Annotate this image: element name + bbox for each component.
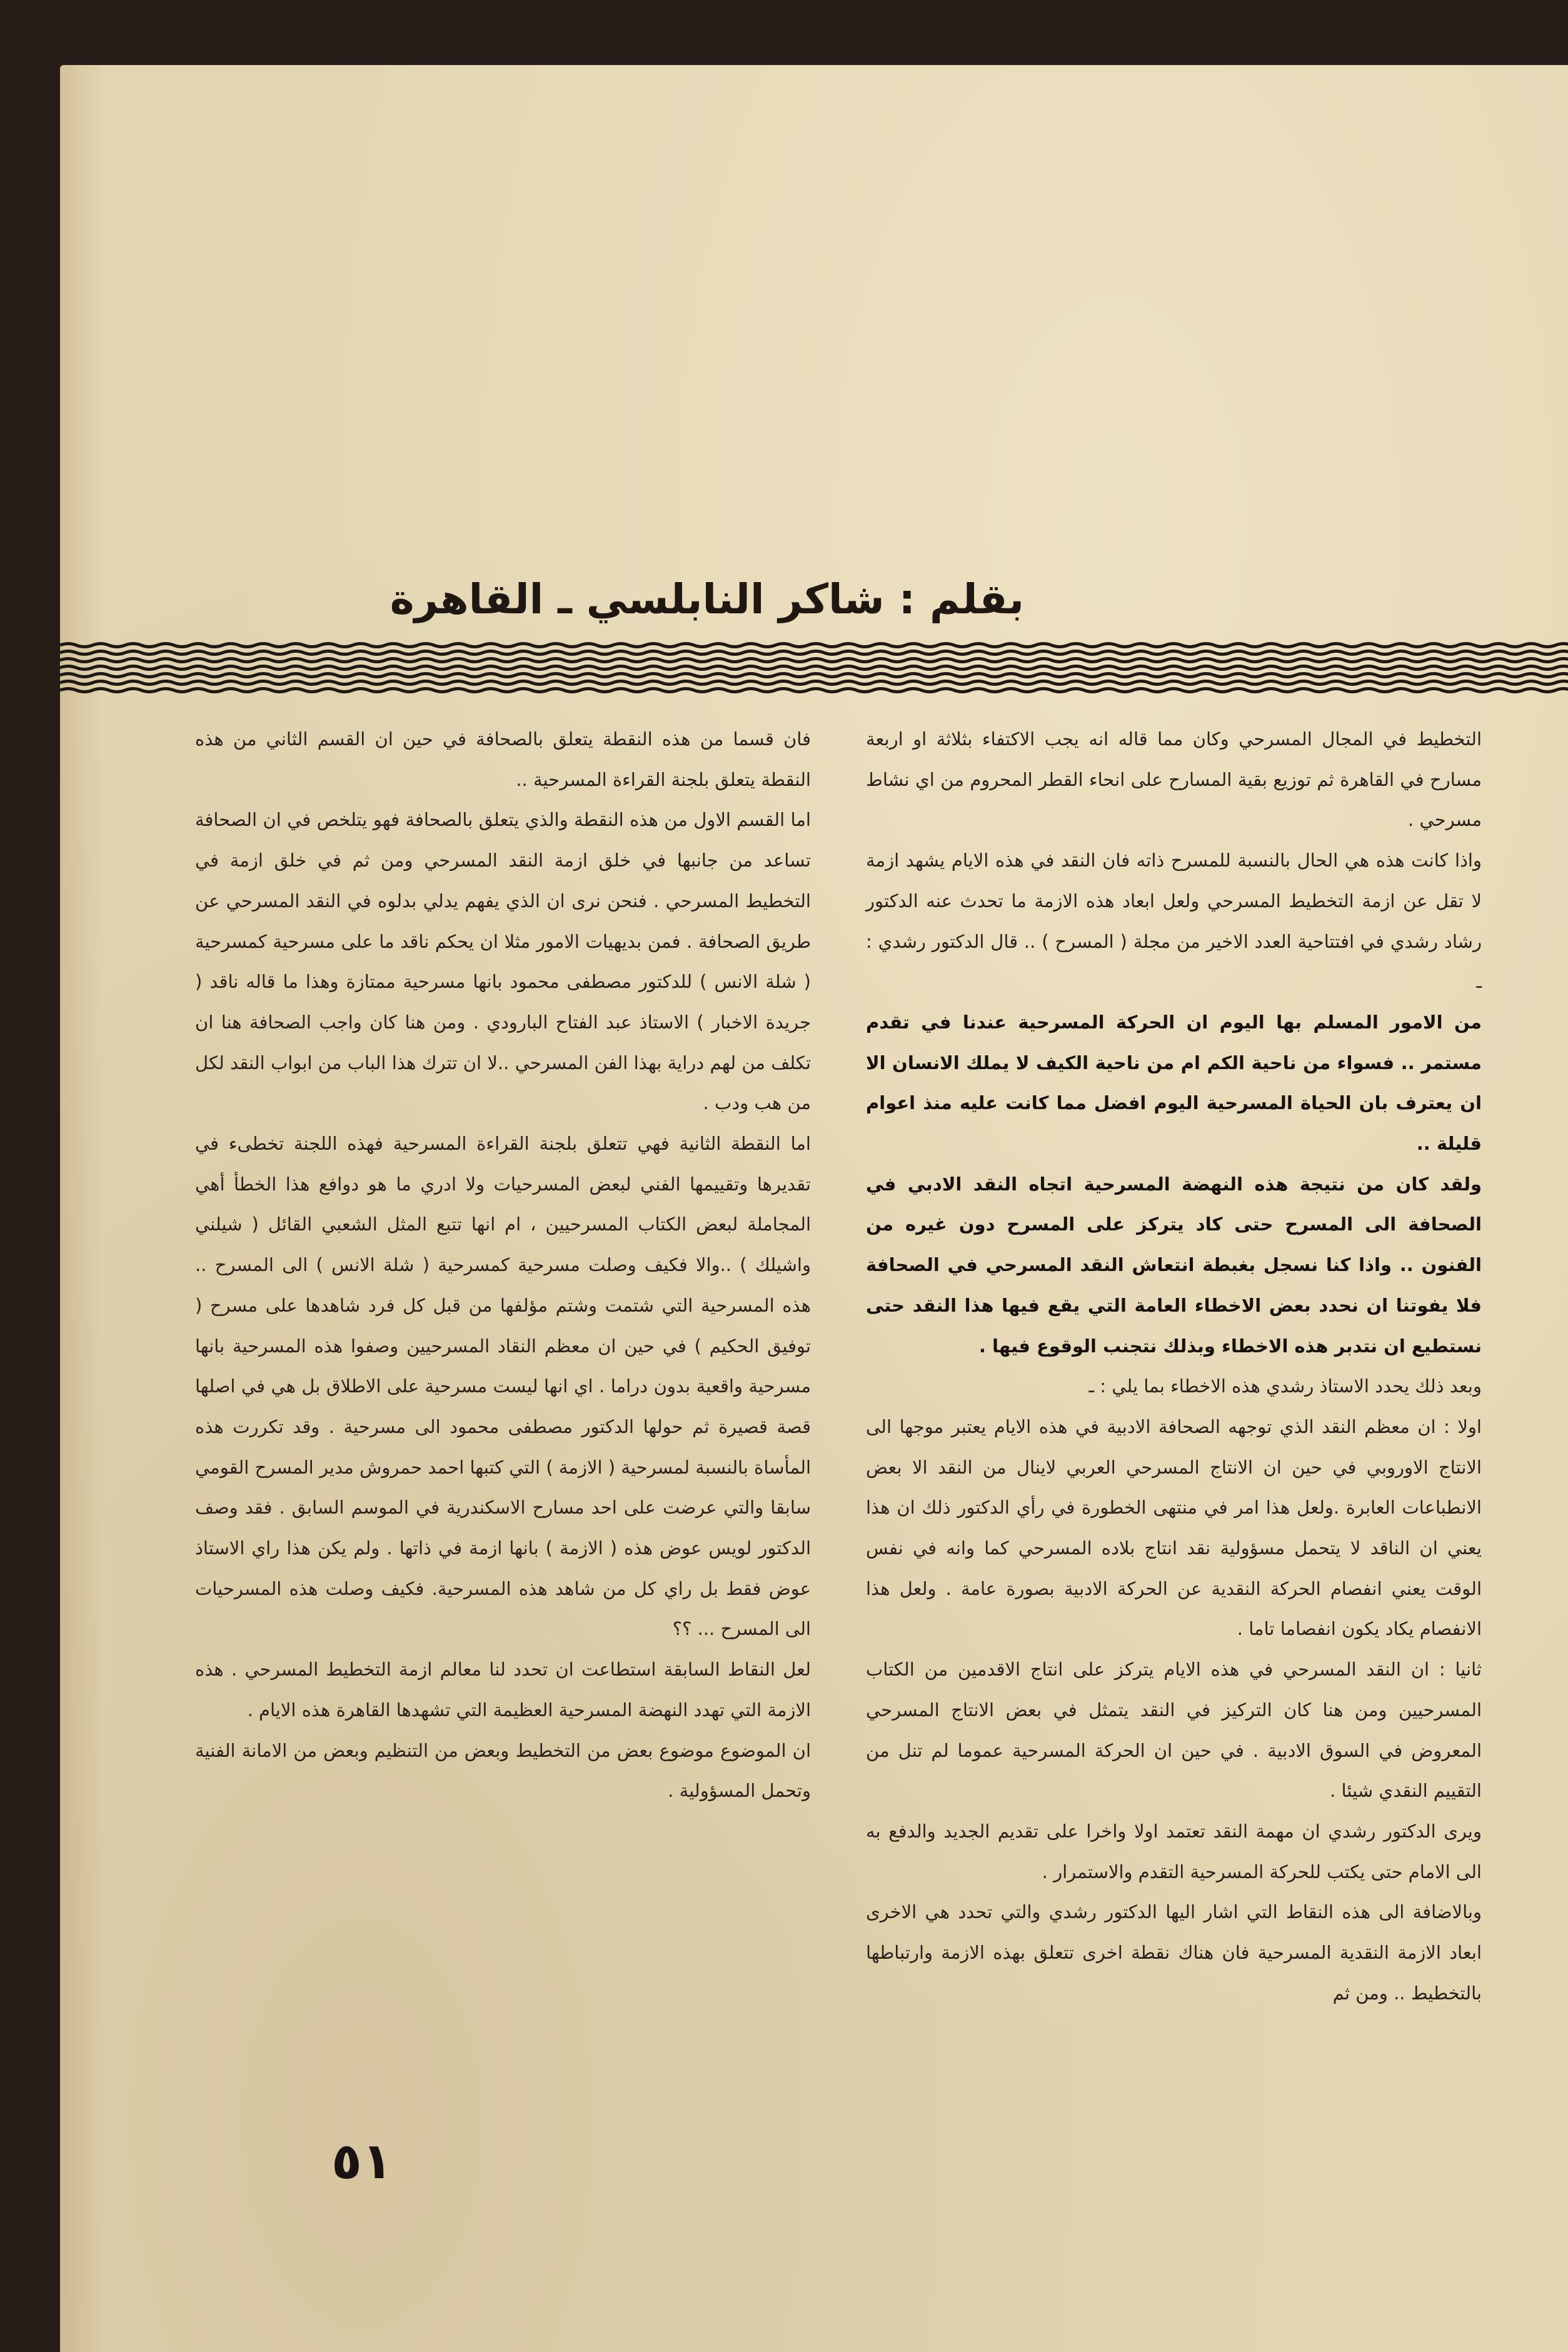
article-right-column	[866, 719, 1482, 2014]
paragraph: اما النقطة الثانية فهي تتعلق بلجنة القراءة المسرحية فهذه اللجنة تخطىء في تقديرها وتقييمها الفني لبعض المسرحيات ولا ادري ما هو دوافع هذا الخطأ أهي المجاملة لبعض الكتاب المسرحيين ، ام انها تتبع المثل الشعبي القائل ( شيلني واشيلك ) ..والا فكيف وصلت مسرحية كمسرحية ( شلة الانس ) الى المسرح .. هذه المسرحية التي شتمت وشتم مؤلفها من قبل كل فرد شاهدها على مسرح ( توفيق الحكيم ) في حين ان معظم النقاد المسرحيين وصفوا هذه المسرحية بانها مسرحية واقعية بدون دراما . اي انها ليست مسرحية على الاطلاق بل هي في اصلها قصة قصيرة ثم حولها الدكتور مصطفى محمود الى مسرحية . وقد تكررت هذه المأساة بالنسبة لمسرحية ( الازمة ) التي كتبها احمد حمروش مدير المسرح القومي سابقا والتي عرضت على احد مسارح الاسكندرية في الموسم السابق . فقد وصف الدكتور لويس عوض هذه ( الازمة ) بانها ازمة في ذاتها . ولم يكن هذا راي الاستاذ عوض فقط بل راي كل من شاهد هذه المسرحية. فكيف وصلت هذه المسرحيات الى المسرح ... ؟؟	[195, 1133, 811, 1640]
paragraph: لعل النقاط السابقة استطاعت ان تحدد لنا معالم ازمة التخطيط المسرحي . هذه الازمة التي تهدد النهضة المسرحية العظيمة التي تشهدها القاهرة هذه الايام .	[195, 1659, 811, 1721]
paragraph: ثانيا : ان النقد المسرحي في هذه الايام يتركز على انتاج الاقدمين من الكتاب المسرحيين ومن هنا كان التركيز في النقد يتمثل في بعض الانتاج المسرحي المعروض في السوق الادبية . في حين ان الحركة المسرحية عموما لم تنل من التقييم النقدي شيئا .	[866, 1659, 1482, 1802]
paragraph-quote: من الامور المسلم بها اليوم ان الحركة المسرحية عندنا في تقدم مستمر .. فسواء من ناحية الكم ام من ناحية الكيف لا يملك الانسان الا ان يعترف بان الحياة المسرحية اليوم افضل مما كانت عليه منذ اعوام قليلة ..	[866, 1011, 1482, 1155]
paragraph: فان قسما من هذه النقطة يتعلق بالصحافة في حين ان القسم الثاني من هذه النقطة يتعلق بلجنة القراءة المسرحية ..	[195, 728, 811, 790]
decorative-wave-band	[60, 638, 1568, 698]
paragraph: ان الموضوع موضوع بعض من التخطيط وبعض من التنظيم وبعض من الامانة الفنية وتحمل المسؤولية .	[195, 1739, 811, 1802]
article-left-column	[195, 719, 811, 1811]
paragraph: التخطيط في المجال المسرحي وكان مما قاله انه يجب الاكتفاء بثلاثة او اربعة مسارح في القاهرة ثم توزيع بقية المسارح على انحاء القطر المحروم من اي نشاط مسرحي .	[866, 728, 1482, 831]
paragraph: وبالاضافة الى هذه النقاط التي اشار اليها الدكتور رشدي والتي تحدد هي الاخرى ابعاد الازمة النقدية المسرحية فان هناك نقطة اخرى تتعلق بهذه الازمة وارتباطها بالتخطيط .. ومن ثم	[866, 1901, 1482, 2004]
article-byline: بقلم : شاكر النابلسي ـ القاهرة	[389, 575, 1024, 623]
paragraph: ويرى الدكتور رشدي ان مهمة النقد تعتمد اولا واخرا على تقديم الجديد والدفع به الى الامام حتى يكتب للحركة المسرحية التقدم والاستمرار .	[866, 1820, 1482, 1882]
paragraph-quote: ولقد كان من نتيجة هذه النهضة المسرحية اتجاه النقد الادبي في الصحافة الى المسرح حتى كاد يتركز على المسرح دون غيره من الفنون .. واذا كنا نسجل بغبطة انتعاش النقد المسرحي في الصحافة فلا يفوتنا ان نحدد بعض الاخطاء العامة التي يقع فيها هذا النقد حتى نستطيع ان نتدبر هذه الاخطاء وبذلك نتجنب الوقوع فيها .	[866, 1173, 1482, 1357]
paragraph: واذا كانت هذه هي الحال بالنسبة للمسرح ذاته فان النقد في هذه الايام يشهد ازمة لا تقل عن ازمة التخطيط المسرحي ولعل ابعاد هذه الازمة ما تحدث عنه الدكتور رشاد رشدي في افتتاحية العدد الاخير من مجلة ( المسرح ) .. قال الدكتور رشدي : ـ	[866, 850, 1482, 993]
paragraph: وبعد ذلك يحدد الاستاذ رشدي هذه الاخطاء بما يلي : ـ	[1088, 1375, 1482, 1397]
paragraph: اما القسم الاول من هذه النقطة والذي يتعلق بالصحافة فهو يتلخص في ان الصحافة تساعد من جانبها في خلق ازمة النقد المسرحي ومن ثم في خلق ازمة في التخطيط المسرحي . فنحن نرى ان الذي يفهم يدلي بدلوه في النقد المسرحي عن طريق الصحافة . فمن بديهيات الامور مثلا ان يحكم ناقد ما على مسرحية كمسرحية ( شلة الانس ) للدكتور مصطفى محمود بانها مسرحية ممتازة وهذا ما قاله ناقد ( جريدة الاخبار ) الاستاذ عبد الفتاح البارودي . ومن هنا كان واجب الصحافة هنا ان تكلف من لهم دراية بهذا الفن المسرحي ..لا ان تترك هذا الباب من ابواب النقد لكل من هب ودب .	[195, 809, 811, 1114]
paragraph: اولا : ان معظم النقد الذي توجهه الصحافة الادبية في هذه الايام يعتبر موجها الى الانتاج الاوروبي في حين ان الانتاج المسرحي العربي لاينال من النقد الا بعض الانطباعات العابرة .ولعل هذا امر في منتهى الخطورة في رأي الدكتور ذلك ان هذا يعني ان الناقد لا يتحمل مسؤولية نقد انتاج بلاده المسرحي كما وانه في نفس الوقت يعني انفصام الحركة النقدية عن الحركة الادبية بصورة عامة . ولعل هذا الانفصام يكاد يكون انفصاما تاما .	[866, 1415, 1482, 1640]
page-number: ٥١	[331, 2132, 393, 2190]
